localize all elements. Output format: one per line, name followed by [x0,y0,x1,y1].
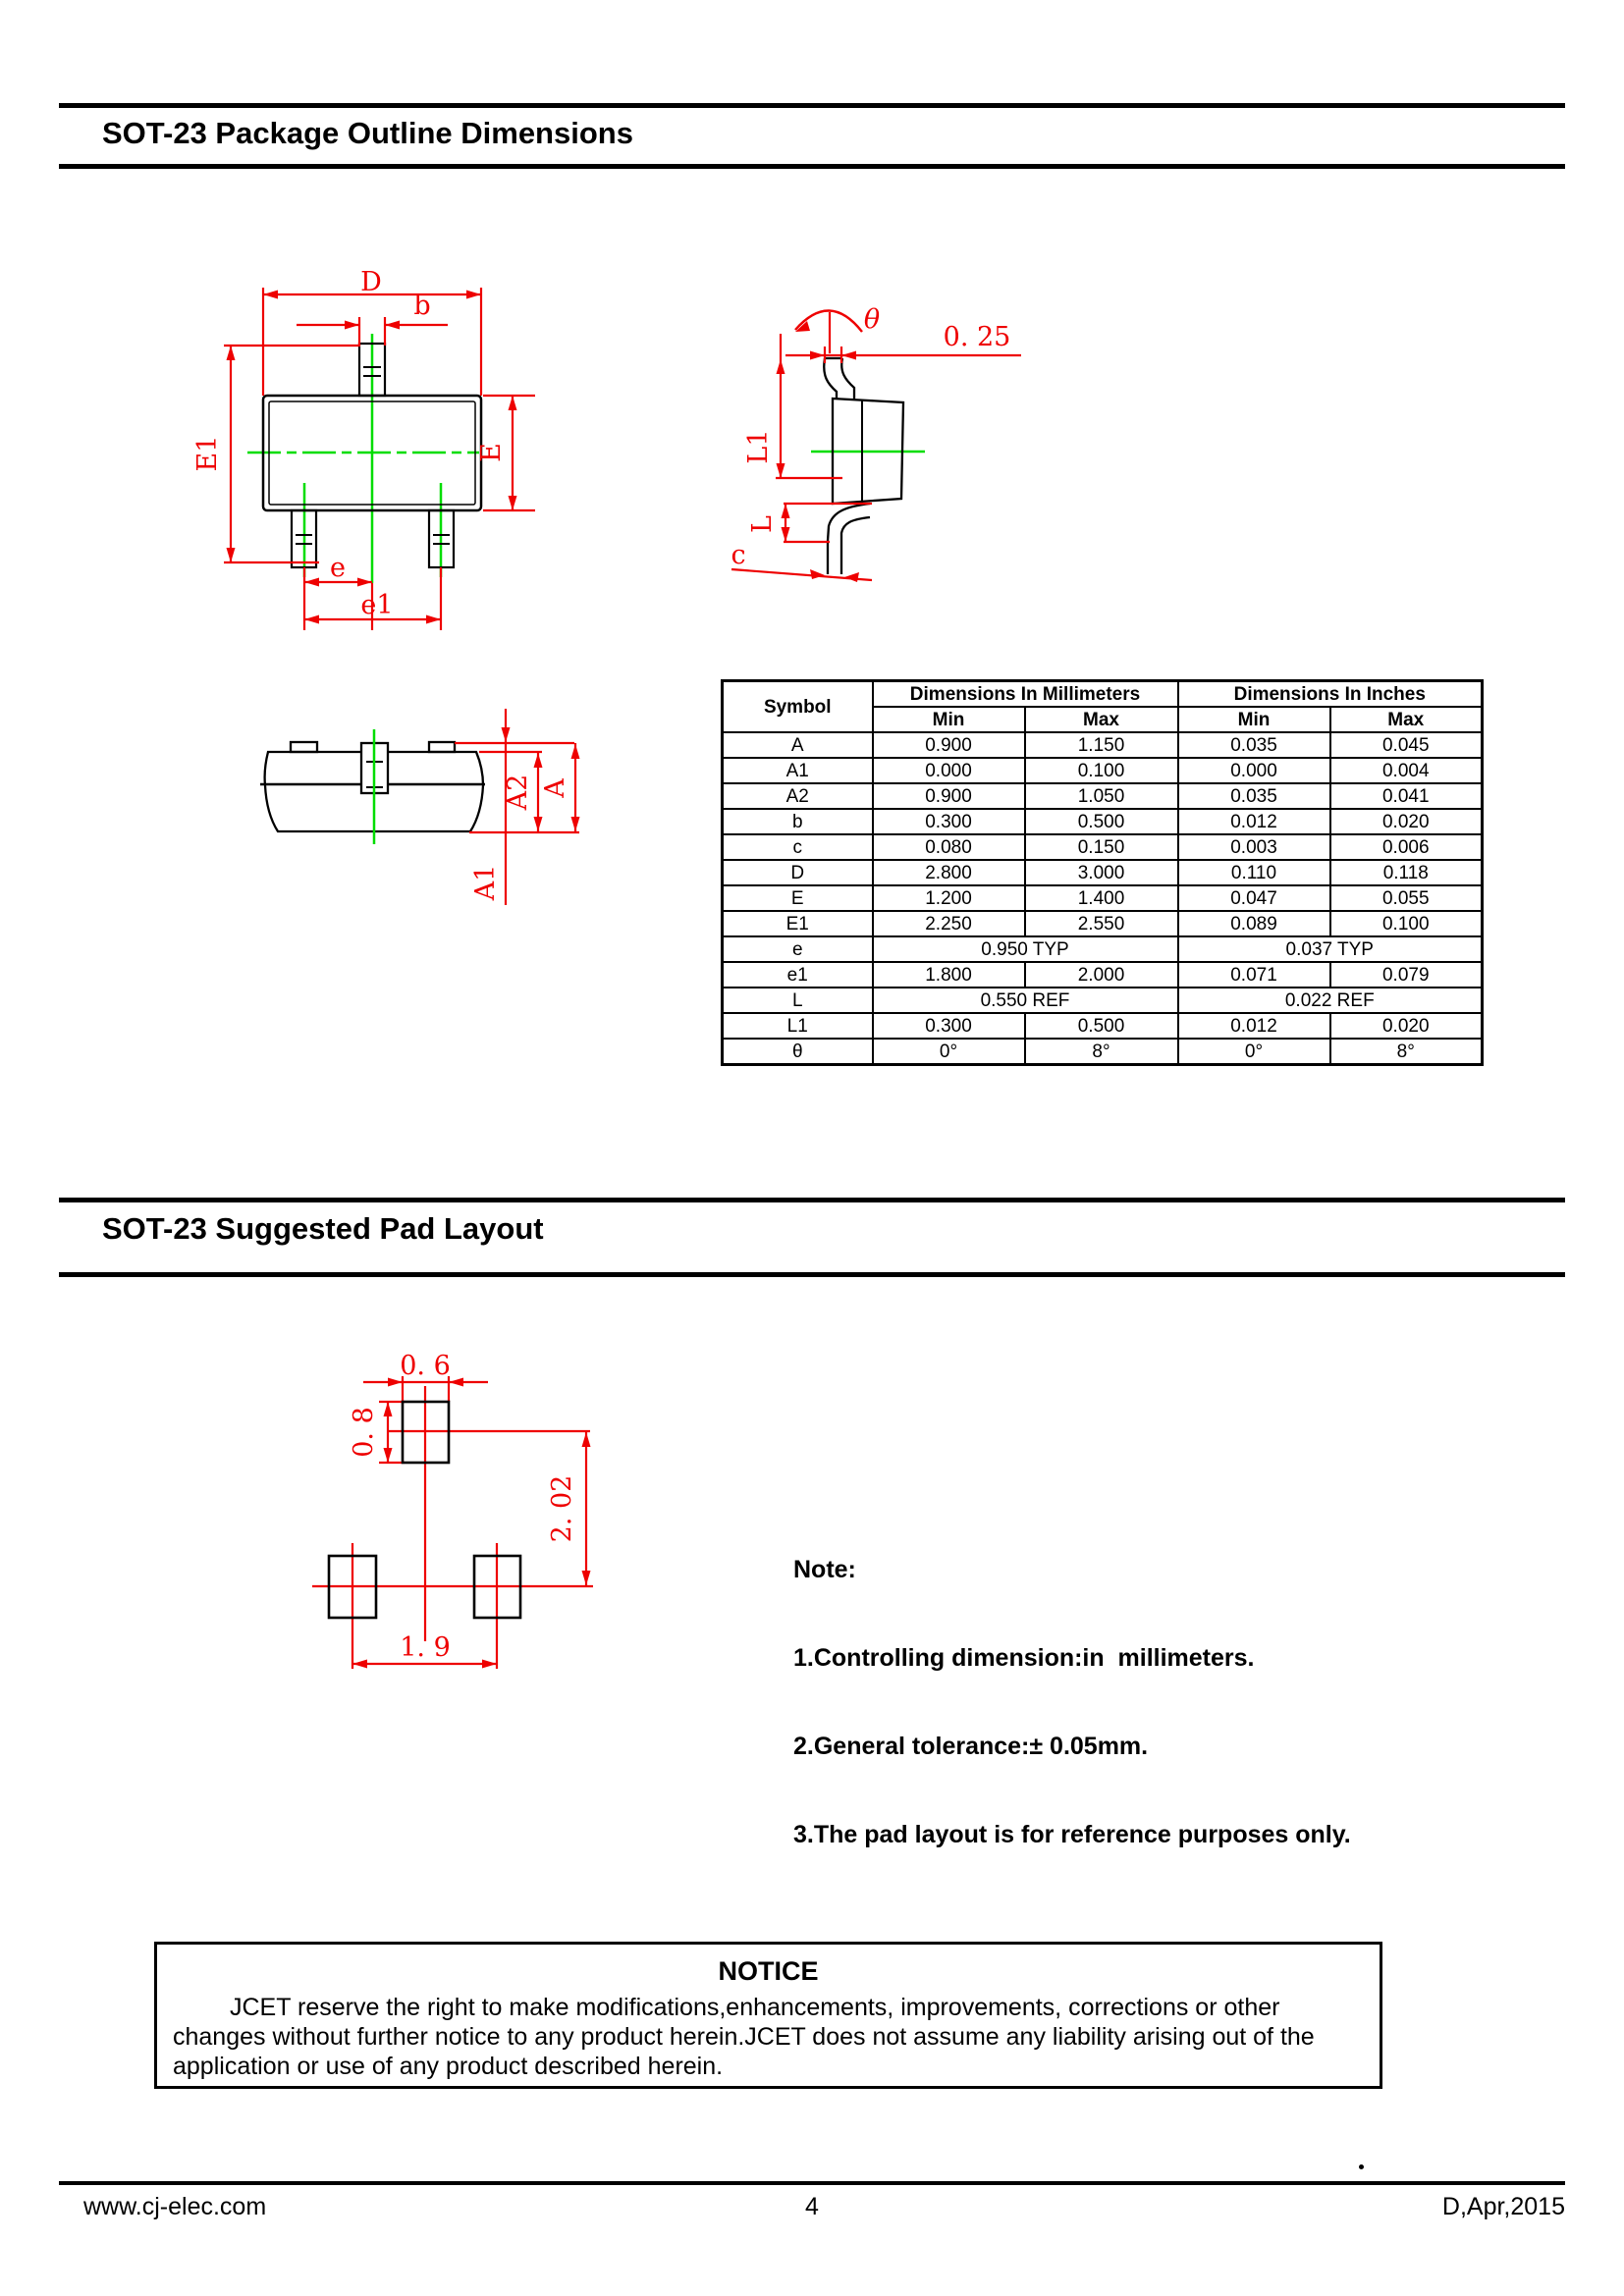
dim-label-pad-width: 0. 6 [400,1351,451,1381]
value-cell: 0.012 [1178,1013,1330,1039]
value-cell: 0.900 [873,783,1025,809]
dim-label-A1: A1 [470,864,501,901]
symbol-cell: E [723,885,873,911]
value-cell: 0.900 [873,732,1025,758]
value-cell: 0.080 [873,834,1025,860]
table-row [723,962,1483,988]
table-row [723,988,1483,1013]
center-lines [247,334,479,583]
value-cell: 0.950 TYP [873,936,1178,962]
dim-label-row-gap: 2. 02 [547,1474,577,1543]
col-header-mm-max: Max [1025,707,1178,732]
note-block [793,1496,1351,1908]
table-row [723,1039,1483,1065]
table-row [723,732,1483,758]
dim-label-E1: E1 [192,435,223,472]
value-cell: 0.022 REF [1178,988,1483,1013]
dim-label-b: b [413,291,431,321]
package-side-view-drawing [707,285,1041,599]
notice-box [154,1942,1382,2089]
symbol-cell: A2 [723,783,873,809]
symbol-cell: A1 [723,758,873,783]
value-cell: 1.200 [873,885,1025,911]
value-cell: 0.000 [1178,758,1330,783]
section-rule-bottom [59,164,1565,169]
value-cell: 0° [1178,1039,1330,1065]
section2-title: SOT-23 Suggested Pad Layout [102,1211,544,1246]
value-cell: 0.150 [1025,834,1178,860]
table-row [723,936,1483,962]
table-row [723,911,1483,936]
table-row [723,1013,1483,1039]
col-header-symbol: Symbol [723,681,873,733]
value-cell: 2.550 [1025,911,1178,936]
dimensions-table [721,679,1484,1066]
pad-dimension-labels [349,1351,577,1663]
value-cell: 0.100 [1025,758,1178,783]
notice-title: NOTICE [718,1956,819,1986]
symbol-cell: D [723,860,873,885]
footer-rule [59,2181,1565,2185]
table-row [723,885,1483,911]
value-cell: 0.100 [1330,911,1483,936]
symbol-cell: L1 [723,1013,873,1039]
value-cell: 2.000 [1025,962,1178,988]
value-cell: 8° [1025,1039,1178,1065]
value-cell: 0.006 [1330,834,1483,860]
table-row [723,758,1483,783]
value-cell: 0.300 [873,1013,1025,1039]
col-header-in-max: Max [1330,707,1483,732]
value-cell: 0.500 [1025,809,1178,834]
value-cell: 0.003 [1178,834,1330,860]
section1-title: SOT-23 Package Outline Dimensions [102,116,633,150]
value-cell: 1.050 [1025,783,1178,809]
value-cell: 0.089 [1178,911,1330,936]
dim-label-E: E [476,443,507,462]
symbol-cell: L [723,988,873,1013]
value-cell: 8° [1330,1039,1483,1065]
symbol-cell: A [723,732,873,758]
value-cell: 0.079 [1330,962,1483,988]
value-cell: 0.055 [1330,885,1483,911]
dim-label-A: A [540,778,570,798]
dim-label-theta: θ [863,304,881,335]
value-cell: 1.400 [1025,885,1178,911]
footer-revision: D,Apr,2015 [1441,2193,1565,2220]
col-header-mm-min: Min [873,707,1025,732]
value-cell: 0.300 [873,809,1025,834]
dimension-labels [731,304,1010,570]
dim-label-c: c [731,540,746,570]
section-rule-top [59,103,1565,108]
pad-layout-drawing [275,1335,609,1688]
value-cell: 0.035 [1178,732,1330,758]
dim-label-L1: L1 [743,429,774,464]
symbol-cell: e [723,936,873,962]
value-cell: 0.041 [1330,783,1483,809]
value-cell: 0.045 [1330,732,1483,758]
footer-website: www.cj-elec.com [83,2193,267,2220]
dim-label-D: D [360,267,382,297]
section-rule-bottom [59,1272,1565,1277]
notice-body: JCET reserve the right to make modifications,enhancements, improvements, corrections or other changes without further notice to any product herein.JCET does not assume any liability arising out of the application or use of any product described herein. [173,1994,1315,2080]
table-row [723,860,1483,885]
value-cell: 3.000 [1025,860,1178,885]
col-header-mm: Dimensions In Millimeters [873,681,1178,708]
value-cell: 0.020 [1330,809,1483,834]
value-cell: 0.071 [1178,962,1330,988]
symbol-cell: θ [723,1039,873,1065]
value-cell: 0° [873,1039,1025,1065]
col-header-in-min: Min [1178,707,1330,732]
package-front-outline [260,742,485,831]
table-row [723,834,1483,860]
dim-label-e: e [330,553,346,583]
note-line: 1.Controlling dimension:in millimeters. [793,1644,1255,1672]
value-cell: 0.047 [1178,885,1330,911]
dim-label-e1: e1 [360,590,394,620]
table-row [723,783,1483,809]
value-cell: 2.800 [873,860,1025,885]
dim-label-A2: A2 [503,774,533,811]
value-cell: 1.150 [1025,732,1178,758]
dim-label-pad-pitch: 1. 9 [400,1632,451,1663]
symbol-cell: E1 [723,911,873,936]
package-top-view-drawing [167,265,560,638]
dimension-labels [470,774,570,902]
table-row [723,809,1483,834]
value-cell: 0.020 [1330,1013,1483,1039]
note-line: 3.The pad layout is for reference purposes only. [793,1821,1351,1848]
note-line: 2.General tolerance:± 0.05mm. [793,1733,1149,1760]
value-cell: 0.500 [1025,1013,1178,1039]
value-cell: 0.110 [1178,860,1330,885]
symbol-cell: b [723,809,873,834]
dim-label-pad-height: 0. 8 [349,1407,379,1458]
note-title: Note: [793,1556,856,1583]
dim-label-025: 0. 25 [943,322,1011,352]
dim-label-L: L [747,515,778,533]
symbol-cell: e1 [723,962,873,988]
stray-mark [1359,2164,1364,2169]
value-cell: 0.000 [873,758,1025,783]
package-side-outline [824,358,903,574]
value-cell: 0.550 REF [873,988,1178,1013]
value-cell: 1.800 [873,962,1025,988]
value-cell: 0.037 TYP [1178,936,1483,962]
value-cell: 0.004 [1330,758,1483,783]
value-cell: 0.012 [1178,809,1330,834]
value-cell: 0.118 [1330,860,1483,885]
value-cell: 0.035 [1178,783,1330,809]
package-front-view-drawing [245,687,609,923]
footer-page-number: 4 [805,2193,819,2220]
value-cell: 2.250 [873,911,1025,936]
section-rule-top [59,1198,1565,1202]
dimension-labels [192,267,507,620]
col-header-in: Dimensions In Inches [1178,681,1483,708]
table-header-row [723,681,1483,708]
symbol-cell: c [723,834,873,860]
